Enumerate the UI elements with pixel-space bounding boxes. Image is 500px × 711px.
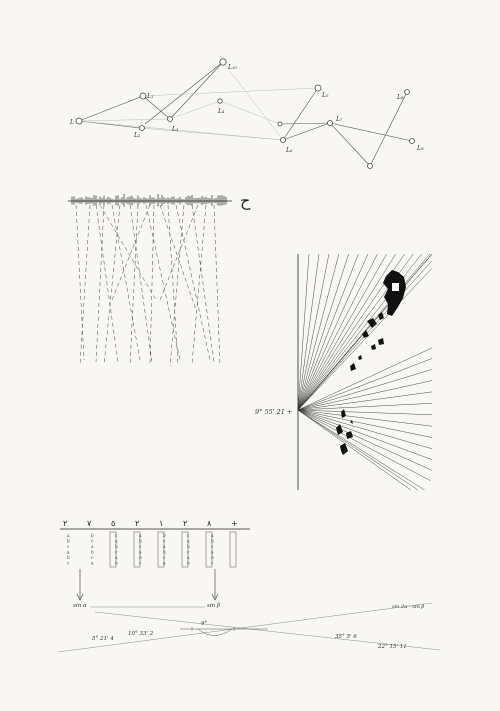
fan-line [298,410,430,481]
dashed-ray [130,205,152,362]
fan-line [298,358,432,410]
dashed-ray [76,205,84,360]
dial-letter: b [115,560,118,566]
sin-alpha-label: sin α [73,603,87,609]
dashed-ray [96,205,118,362]
dashed-ray [104,205,120,365]
dashed-ray [168,205,178,364]
dial-letter: b [211,538,214,544]
dial-glyph: ٧ [87,519,92,528]
fan-line [298,254,396,410]
dial-letter: c [187,549,190,555]
dial-letter: b [67,538,70,544]
node-label-l10: L₁₀ [228,64,237,71]
angle-labels [92,621,407,650]
fan-line [298,403,432,410]
fan-line [298,254,339,410]
fan-line [298,254,349,410]
fan-line [298,254,430,410]
sin-beta-label: sin β [207,603,221,609]
dial-glyph: + [231,519,238,528]
dial-letter: c [115,533,118,538]
dial-letter: a [187,538,190,544]
dial-letter: c [163,555,166,560]
dashed-ray [192,205,206,364]
angle-label-2: 10° 33' 2 [128,631,154,637]
dial-letter: a [91,544,94,549]
dial-glyph: ٢ [135,519,140,528]
fan-line [298,410,432,470]
dial-letter: c [91,555,94,560]
fan-line [298,268,432,410]
dial-column-box [230,532,236,567]
fan-line [298,410,432,449]
node-label-l2: L₂ [134,132,141,139]
dial-letter: c [187,533,190,538]
dashed-ray [146,205,180,360]
angle-label-5: 22° 15' 11 [378,644,407,650]
dashed-ray [80,205,90,365]
dial-letter: b [187,544,190,549]
fan-line [298,410,411,490]
constellation-nodes [76,59,415,169]
angle-label-4: 35° 5' 6 [335,634,357,640]
fan-angle-label: 9° 55' 21 + [255,408,293,416]
ink-islands [336,270,406,455]
wave-glyph: ح [240,191,251,210]
fan-line [298,369,432,410]
dial-letter: b [211,555,214,560]
dial-letter: a [139,533,142,538]
dial-letter: b [139,555,142,560]
node-label-l8: L₈ [397,94,404,101]
constellation-labels [69,64,424,154]
fan-line [298,348,432,410]
dial-letter: a [67,533,70,538]
dial-letter: b [91,533,94,538]
dial-letter: a [163,560,166,566]
dashed-ray [192,205,214,362]
dial-glyph: ١ [159,519,164,528]
constellation-diagram [79,62,412,166]
dashed-ray [100,205,156,300]
dashed-ray [214,205,220,365]
dial-glyph: ٢ [183,519,188,528]
dial-letter: b [115,544,118,549]
fan-line [298,392,432,410]
dial-letter: c [139,560,142,566]
node-label-l1: L₁ [147,93,154,100]
dial-letter: b [91,549,94,555]
node-label-l7: L₇ [336,116,343,123]
dial-letter: a [67,549,70,555]
dial-letter: a [163,544,166,549]
dial-letter: b [139,538,142,544]
node-label-l5: L₅ [322,92,329,99]
dial-glyph: ٥ [111,519,116,528]
fan-diagram [255,254,432,490]
dashed-ray [170,205,184,366]
fan-line [298,254,329,410]
angle-label-1: 5° 21' 4 [92,636,114,642]
dial-letter: c [67,544,70,549]
dashed-ray [112,205,140,360]
dial-letter: a [115,538,118,544]
dashed-ray [130,205,138,365]
fan-line [298,254,387,410]
dial-letter: c [115,549,118,555]
dial-letter: c [211,544,214,549]
dial-letter: b [163,533,166,538]
node-label-l9: L₉ [417,145,424,152]
dial-letter: c [67,560,70,566]
dial-letter: a [211,549,214,555]
dial-letter: a [187,555,190,560]
dial-letter: c [91,538,94,544]
dial-letter: c [139,544,142,549]
dial-table [60,519,424,610]
dashed-ray [150,205,154,364]
waveform-panel [68,191,251,366]
dial-letter: b [187,560,190,566]
dial-letter: b [67,555,70,560]
angle-label-3: 9° [201,621,208,627]
dial-letter: a [211,533,214,538]
dial-letter: a [91,560,94,566]
dial-letter: c [211,560,214,566]
dial-glyph: ٨ [207,519,212,528]
dial-glyph: ٢ [63,519,68,528]
formula-label: sin 2α - sin β [392,604,425,610]
dial-letter: b [163,549,166,555]
dashed-ray [96,205,104,362]
fan-line [298,254,358,410]
dashed-ray [176,205,210,360]
fan-line [298,254,309,410]
node-label-l6: L₆ [286,147,293,154]
dashed-ray [112,205,150,300]
node-label-l4: L₄ [218,108,225,115]
node-label-l: L [70,119,74,126]
dial-letter: c [163,538,166,544]
dial-letter: a [115,555,118,560]
fan-line [298,410,418,490]
dial-letter: a [139,549,142,555]
node-label-l3: L₃ [172,126,179,133]
